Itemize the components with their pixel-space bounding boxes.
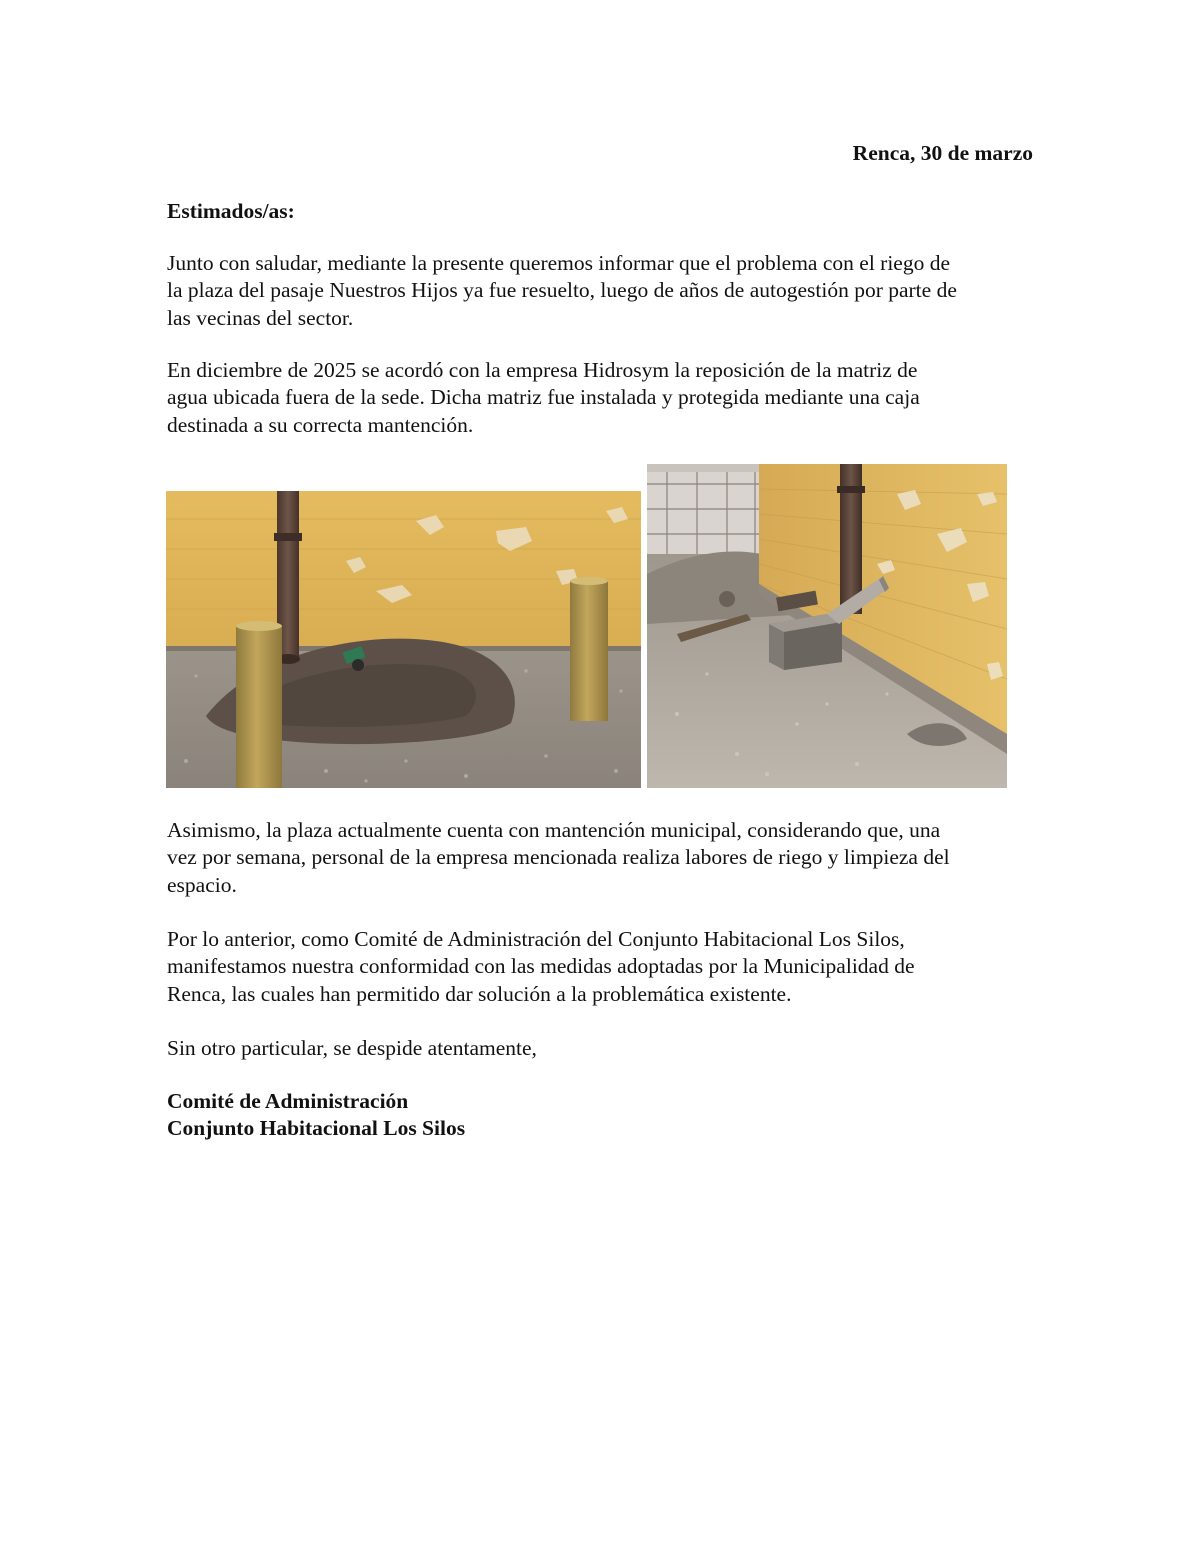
paragraph-line: las vecinas del sector. [167,305,354,330]
letter-greeting: Estimados/as: [167,199,295,223]
paragraph-2 [167,357,1033,439]
photo-water-main-box [647,464,1007,788]
paragraph-line: destinada a su correcta mantención. [167,412,474,437]
signature-line-1: Comité de Administración [167,1089,409,1113]
paragraph-line: vez por semana, personal de la empresa mencionada realiza labores de riego y limpieza del [167,845,950,870]
closing-line [167,1035,1033,1062]
paragraph-line: Renca, las cuales han permitido dar solución a la problemática existente. [167,981,792,1006]
paragraph-line: Asimismo, la plaza actualmente cuenta con mantención municipal, considerando que, una [167,818,941,842]
paragraph-line: agua ubicada fuera de la sede. Dicha matriz fue instalada y protegida mediante una caja [167,385,920,410]
paragraph-4 [167,926,1033,1008]
paragraph-line: Sin otro particular, se despide atentamente, [167,1036,537,1060]
paragraph-line: Junto con saludar, mediante la presente queremos informar que el problema con el riego de [167,251,951,275]
paragraph-1 [167,250,1033,332]
signature-block [167,1088,465,1143]
signature-line-2: Conjunto Habitacional Los Silos [167,1116,466,1141]
paragraph-line: manifestamos nuestra conformidad con las medidas adoptadas por la Municipalidad de [167,954,915,979]
paragraph-line: espacio. [167,872,237,897]
paragraph-line: En diciembre de 2025 se acordó con la empresa Hidrosym la reposición de la matriz de [167,358,918,382]
paragraph-3 [167,817,1033,899]
paragraph-line: Por lo anterior, como Comité de Administración del Conjunto Habitacional Los Silos, [167,927,905,951]
paragraph-line: la plaza del pasaje Nuestros Hijos ya fue resuelto, luego de años de autogestión por parte de [167,278,957,303]
photo-water-main-posts [166,491,641,788]
letter-date: Renca, 30 de marzo [852,141,1033,165]
